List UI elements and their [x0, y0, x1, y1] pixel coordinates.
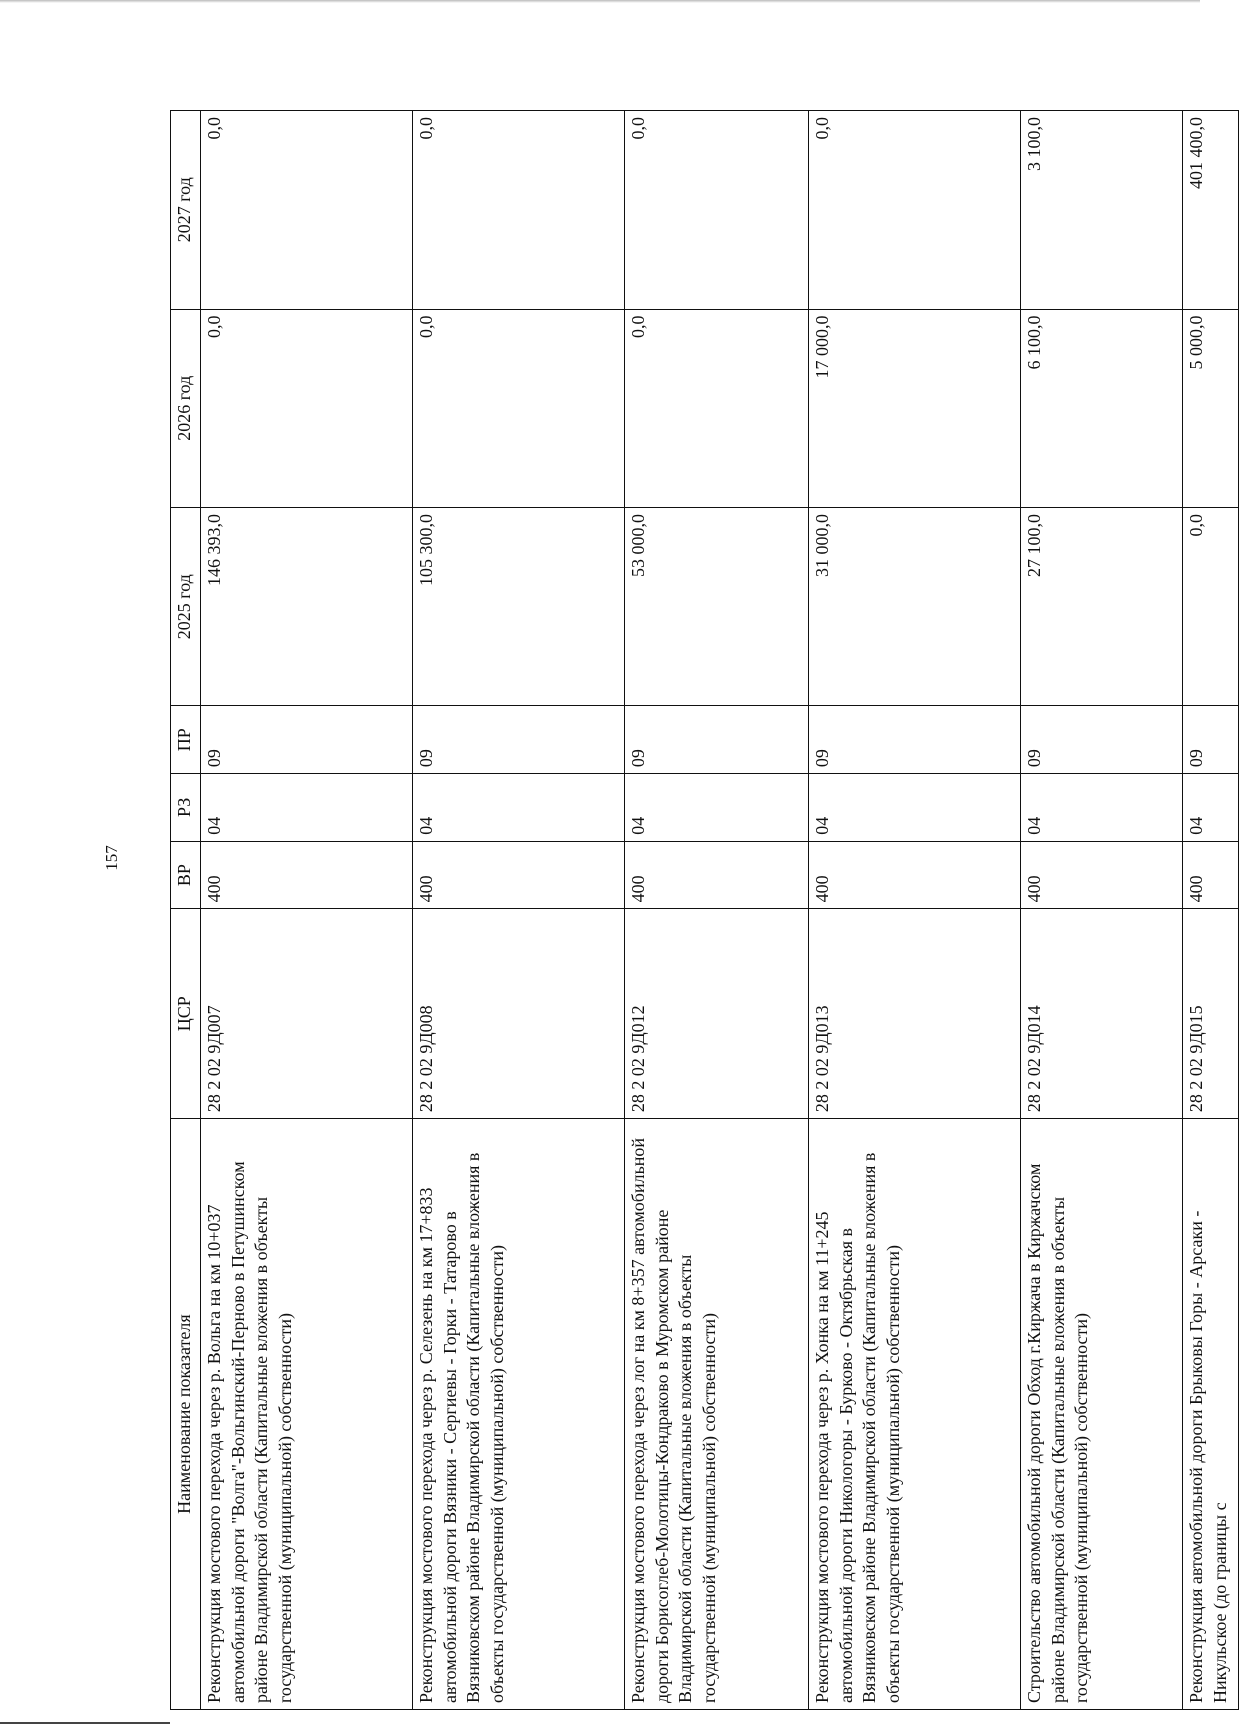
cell-csr: 28 2 02 9Д015 — [1182, 909, 1238, 1119]
cell-year-2027: 0,0 — [200, 111, 412, 310]
cell-year-2027: 401 400,0 — [1182, 111, 1238, 310]
rotated-table-container — [170, 110, 1230, 1710]
cell-rz: 04 — [808, 774, 1020, 842]
cell-rz: 04 — [412, 774, 624, 842]
table-row — [808, 111, 1020, 1710]
cell-pr: 09 — [412, 706, 624, 774]
cell-csr: 28 2 02 9Д014 — [1020, 909, 1182, 1119]
cell-vr: 400 — [624, 841, 808, 909]
cell-pr: 09 — [808, 706, 1020, 774]
header-csr: ЦСР — [171, 909, 201, 1119]
cell-csr: 28 2 02 9Д007 — [200, 909, 412, 1119]
cell-year-2027: 3 100,0 — [1020, 111, 1182, 310]
budget-table — [170, 110, 1239, 1710]
header-year-2027: 2027 год — [171, 111, 201, 310]
cell-year-2027: 0,0 — [412, 111, 624, 310]
header-year-2025: 2025 год — [171, 507, 201, 705]
cell-pr: 09 — [624, 706, 808, 774]
cell-rz: 04 — [1182, 774, 1238, 842]
scan-edge-top — [0, 0, 1200, 3]
cell-name: Реконструкция мостового перехода через р. Вольга на км 10+037 автомобильной дороги "Волга"-Вольгинский-Перново в Петушинском районе Владимирской области (Капитальные вложения в объекты государственной (муниципальной) собственности) — [200, 1119, 412, 1710]
table-row — [1182, 111, 1238, 1710]
cell-year-2026: 0,0 — [412, 309, 624, 507]
cell-rz: 04 — [200, 774, 412, 842]
cell-vr: 400 — [1020, 841, 1182, 909]
cell-year-2026: 17 000,0 — [808, 309, 1020, 507]
cell-year-2025: 53 000,0 — [624, 507, 808, 705]
cell-csr: 28 2 02 9Д008 — [412, 909, 624, 1119]
cell-year-2027: 0,0 — [808, 111, 1020, 310]
cell-year-2025: 0,0 — [1182, 507, 1238, 705]
cell-csr: 28 2 02 9Д012 — [624, 909, 808, 1119]
cell-name: Реконструкция автомобильной дороги Брыковы Горы - Арсаки - Никульское (до границы с — [1182, 1119, 1238, 1710]
cell-pr: 09 — [1182, 706, 1238, 774]
cell-name: Реконструкция мостового перехода через лог на км 8+357 автомобильной дороги Борисоглеб-Молотицы-Кондраково в Муромском районе Владимирской области (Капитальные вложения в объекты государственной (муниципальной) собственности) — [624, 1119, 808, 1710]
cell-year-2026: 5 000,0 — [1182, 309, 1238, 507]
header-vr: ВР — [171, 841, 201, 909]
table-row — [1020, 111, 1182, 1710]
cell-year-2026: 0,0 — [200, 309, 412, 507]
cell-name: Строительство автомобильной дороги Обход г.Киржача в Киржачском районе Владимирской области (Капитальные вложения в объекты государственной (муниципальной) собственности) — [1020, 1119, 1182, 1710]
header-rz: РЗ — [171, 774, 201, 842]
cell-csr: 28 2 02 9Д013 — [808, 909, 1020, 1119]
cell-year-2027: 0,0 — [624, 111, 808, 310]
cell-pr: 09 — [1020, 706, 1182, 774]
header-pr: ПР — [171, 706, 201, 774]
table-row — [200, 111, 412, 1710]
cell-rz: 04 — [624, 774, 808, 842]
cell-vr: 400 — [200, 841, 412, 909]
cell-year-2026: 0,0 — [624, 309, 808, 507]
cell-year-2025: 105 300,0 — [412, 507, 624, 705]
page-number: 157 — [102, 845, 121, 871]
cell-year-2025: 31 000,0 — [808, 507, 1020, 705]
cell-vr: 400 — [412, 841, 624, 909]
cell-name: Реконструкция мостового перехода через р. Хонка на км 11+245 автомобильной дороги Никологоры - Бурково - Октябрьская в Вязниковском районе Владимирской области (Капитальные вложения в объекты государственной (муниципальной) собственности) — [808, 1119, 1020, 1710]
cell-pr: 09 — [200, 706, 412, 774]
header-name: Наименование показателя — [171, 1119, 201, 1710]
table-header-row — [171, 111, 201, 1710]
table-row — [624, 111, 808, 1710]
cell-rz: 04 — [1020, 774, 1182, 842]
cell-year-2026: 6 100,0 — [1020, 309, 1182, 507]
scan-edge-bottom — [0, 1722, 170, 1724]
cell-vr: 400 — [1182, 841, 1238, 909]
cell-year-2025: 146 393,0 — [200, 507, 412, 705]
cell-year-2025: 27 100,0 — [1020, 507, 1182, 705]
cell-vr: 400 — [808, 841, 1020, 909]
header-year-2026: 2026 год — [171, 309, 201, 507]
cell-name: Реконструкция мостового перехода через р. Селезень на км 17+833 автомобильной дороги Вязники - Сергиевы - Горки - Татарово в Вязниковском районе Владимирской области (Капитальные вложения в объекты государственной (муниципальной) собственности) — [412, 1119, 624, 1710]
table-row — [412, 111, 624, 1710]
